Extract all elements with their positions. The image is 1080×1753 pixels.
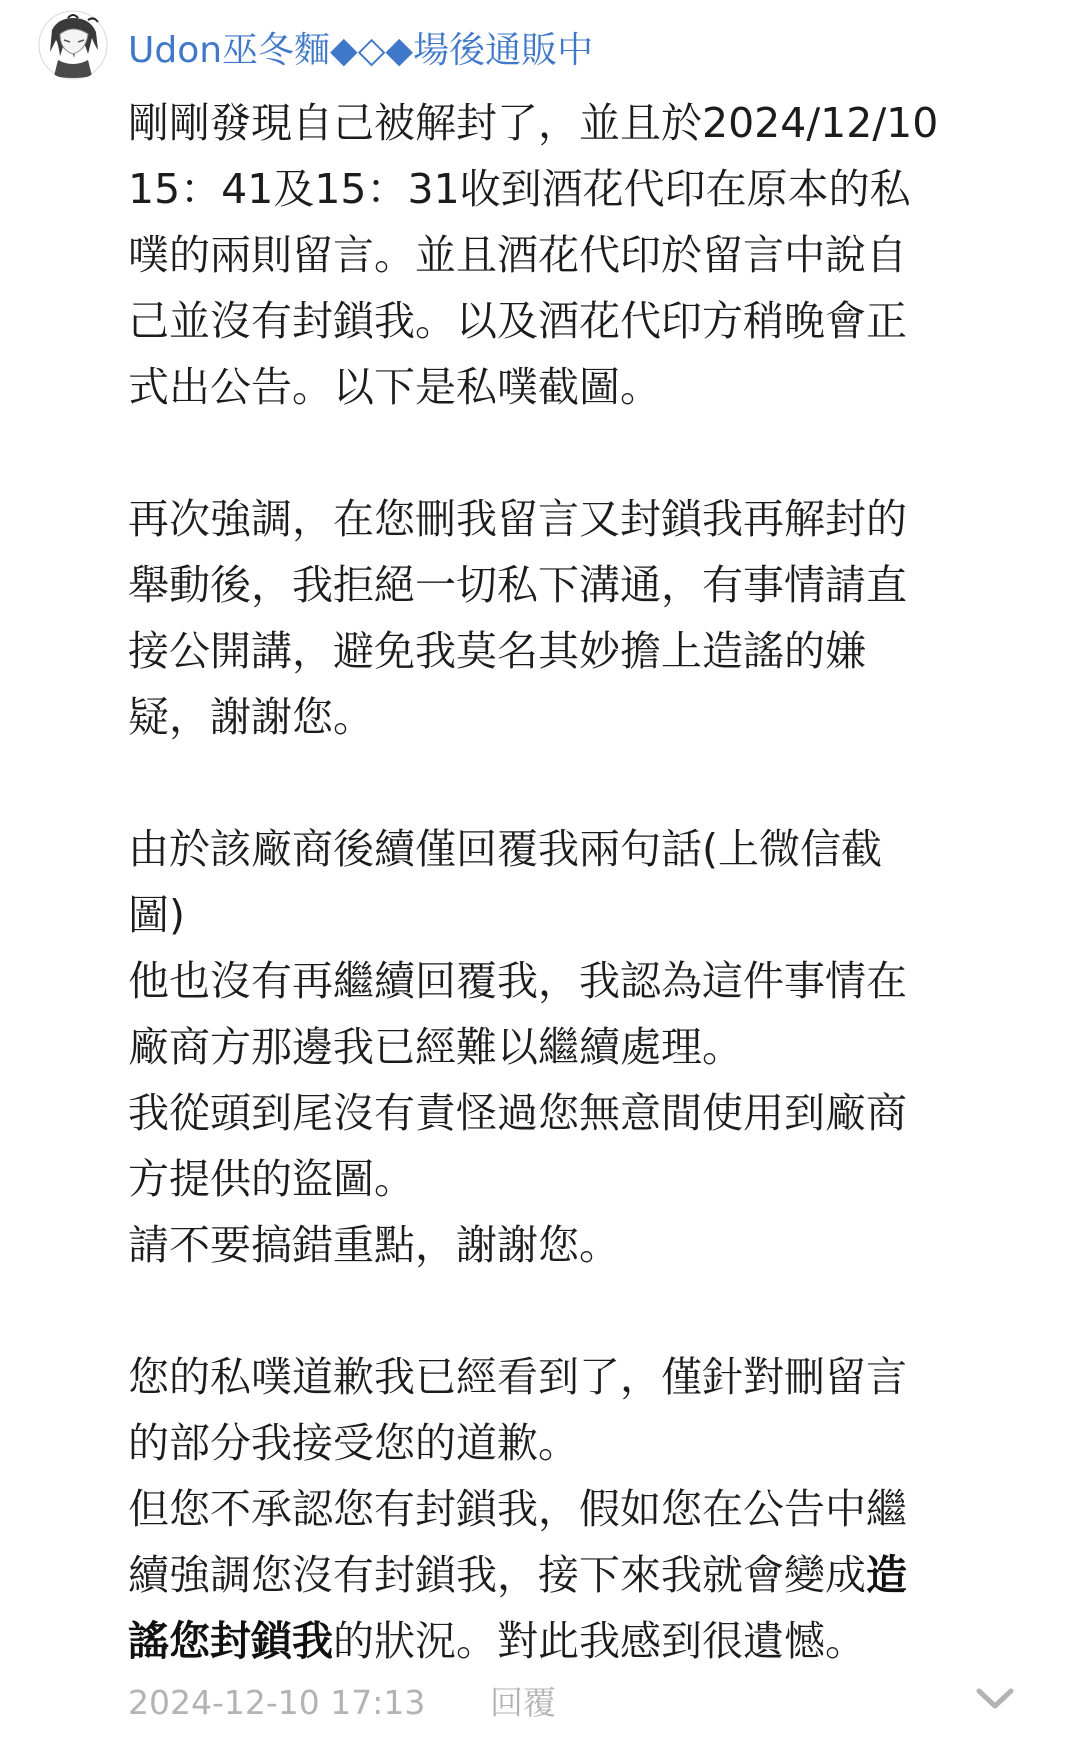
- text-line: 己並沒有封鎖我。以及酒花代印方稍晚會正: [128, 297, 907, 345]
- text-segment: 的狀況。對此我感到很遺憾。: [333, 1617, 866, 1665]
- text-line: 請不要搞錯重點，謝謝您。: [128, 1221, 620, 1269]
- text-line: 由於該廠商後續僅回覆我兩句話(上微信截: [128, 825, 882, 873]
- text-line: 我從頭到尾沒有責怪過您無意間使用到廠商: [128, 1089, 907, 1137]
- bold-text: 造: [866, 1551, 907, 1599]
- text-line: 接公開講，避免我莫名其妙擔上造謠的嫌: [128, 627, 866, 675]
- text-line: 但您不承認您有封鎖我，假如您在公告中繼: [128, 1485, 907, 1533]
- paragraph-3: [128, 816, 1048, 1278]
- reply-button[interactable]: 回覆: [490, 1683, 556, 1722]
- avatar[interactable]: [38, 10, 108, 80]
- text-line: 15：41及15：31收到酒花代印在原本的私: [128, 165, 911, 213]
- author-name[interactable]: Udon巫冬麵◆◇◆場後通販中: [128, 30, 594, 71]
- chevron-down-icon: [975, 1684, 1015, 1714]
- text-line: 舉動後，我拒絕一切私下溝通，有事情請直: [128, 561, 907, 609]
- text-line: 廠商方那邊我已經難以繼續處理。: [128, 1023, 743, 1071]
- text-line: 剛剛發現自己被解封了，並且於2024/12/10: [128, 99, 939, 147]
- text-line: 他也沒有再繼續回覆我，我認為這件事情在: [128, 957, 907, 1005]
- text-segment: 續強調您沒有封鎖我，接下來我就會變成: [128, 1551, 866, 1599]
- text-line: 噗的兩則留言。並且酒花代印於留言中說自: [128, 231, 907, 279]
- bold-text: 謠您封鎖我: [128, 1617, 333, 1665]
- paragraph-4: [128, 1344, 1048, 1674]
- paragraph-1: [128, 90, 1048, 420]
- expand-button[interactable]: [975, 1684, 1015, 1714]
- text-line: 的部分我接受您的道歉。: [128, 1419, 579, 1467]
- paragraph-2: [128, 486, 1048, 750]
- text-line: 再次強調，在您刪我留言又封鎖我再解封的: [128, 495, 907, 543]
- text-line-emphasis: [128, 1542, 1048, 1608]
- text-line: 圖): [128, 891, 185, 939]
- text-line: 式出公告。以下是私噗截圖。: [128, 363, 661, 411]
- post-timestamp: 2024-12-10 17:13: [128, 1683, 426, 1722]
- text-line: 疑，謝謝您。: [128, 693, 374, 741]
- text-line: 您的私噗道歉我已經看到了，僅針對刪留言: [128, 1353, 907, 1401]
- post-content: [128, 90, 1048, 1674]
- text-line-emphasis: [128, 1608, 1048, 1674]
- avatar-icon: [38, 10, 108, 80]
- post-footer: [128, 1678, 1048, 1728]
- text-line: 方提供的盜圖。: [128, 1155, 415, 1203]
